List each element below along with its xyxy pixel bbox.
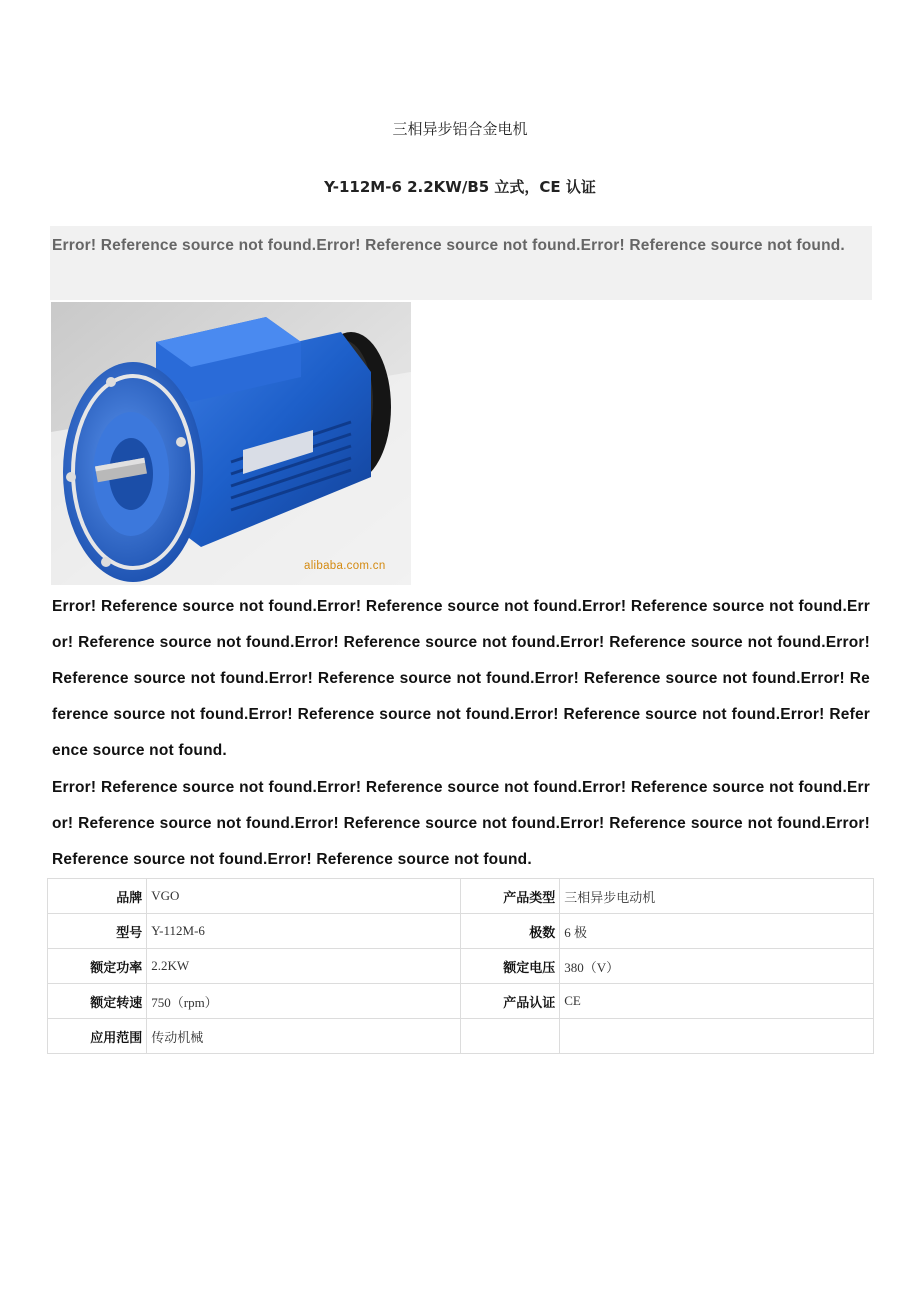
spec-value [560,1019,874,1054]
spec-label: 额定功率 [48,949,147,984]
spec-value: 380（V） [560,949,874,984]
spec-value: VGO [147,879,461,914]
spec-label: 额定转速 [48,984,147,1019]
spec-label: 产品类型 [460,879,559,914]
spec-value: 2.2KW [147,949,461,984]
spec-value: Y-112M-6 [147,914,461,949]
spec-value: 三相异步电动机 [560,879,874,914]
error-paragraph-2: Error! Reference source not found.Error! Reference source not found.Error! Reference source not found.Error! Reference source not found.Error! Reference source not found.Error! Reference source not found.Error! Reference source not found.Error! Reference source not found.Error! Reference source not found.Error! Reference source not found.Error! Reference source not found.Error! Reference source not found.Error! Reference source not found. [52,598,870,759]
spec-value: 传动机械 [147,1019,461,1054]
spec-label: 品牌 [48,879,147,914]
table-row [48,949,874,984]
spec-table [47,878,874,1054]
document-subtitle: Y-112M-6 2.2KW/B5 立式，CE 认证 [324,178,596,196]
spec-label: 产品认证 [460,984,559,1019]
photo-watermark: alibaba.com.cn [304,560,386,572]
spec-value: 6 极 [560,914,874,949]
spec-label: 型号 [48,914,147,949]
document-title: 三相异步铝合金电机 [392,120,528,138]
spec-label: 极数 [460,914,559,949]
spec-value: CE [560,984,874,1019]
motor-photo [51,302,411,585]
spec-value: 750（rpm） [147,984,461,1019]
error-paragraph-3: Error! Reference source not found.Error! Reference source not found.Error! Reference source not found.Error! Reference source not found.Error! Reference source not found.Error! Reference source not found.Error! Reference source not found.Error! Reference source not found. [52,779,870,868]
spec-label [460,1019,559,1054]
table-row [48,914,874,949]
table-row [48,984,874,1019]
spec-label: 应用范围 [48,1019,147,1054]
error-paragraph-gray: Error! Reference source not found.Error! Reference source not found.Error! Reference source not found. [52,237,845,254]
table-row [48,1019,874,1054]
spec-label: 额定电压 [460,949,559,984]
table-row [48,879,874,914]
